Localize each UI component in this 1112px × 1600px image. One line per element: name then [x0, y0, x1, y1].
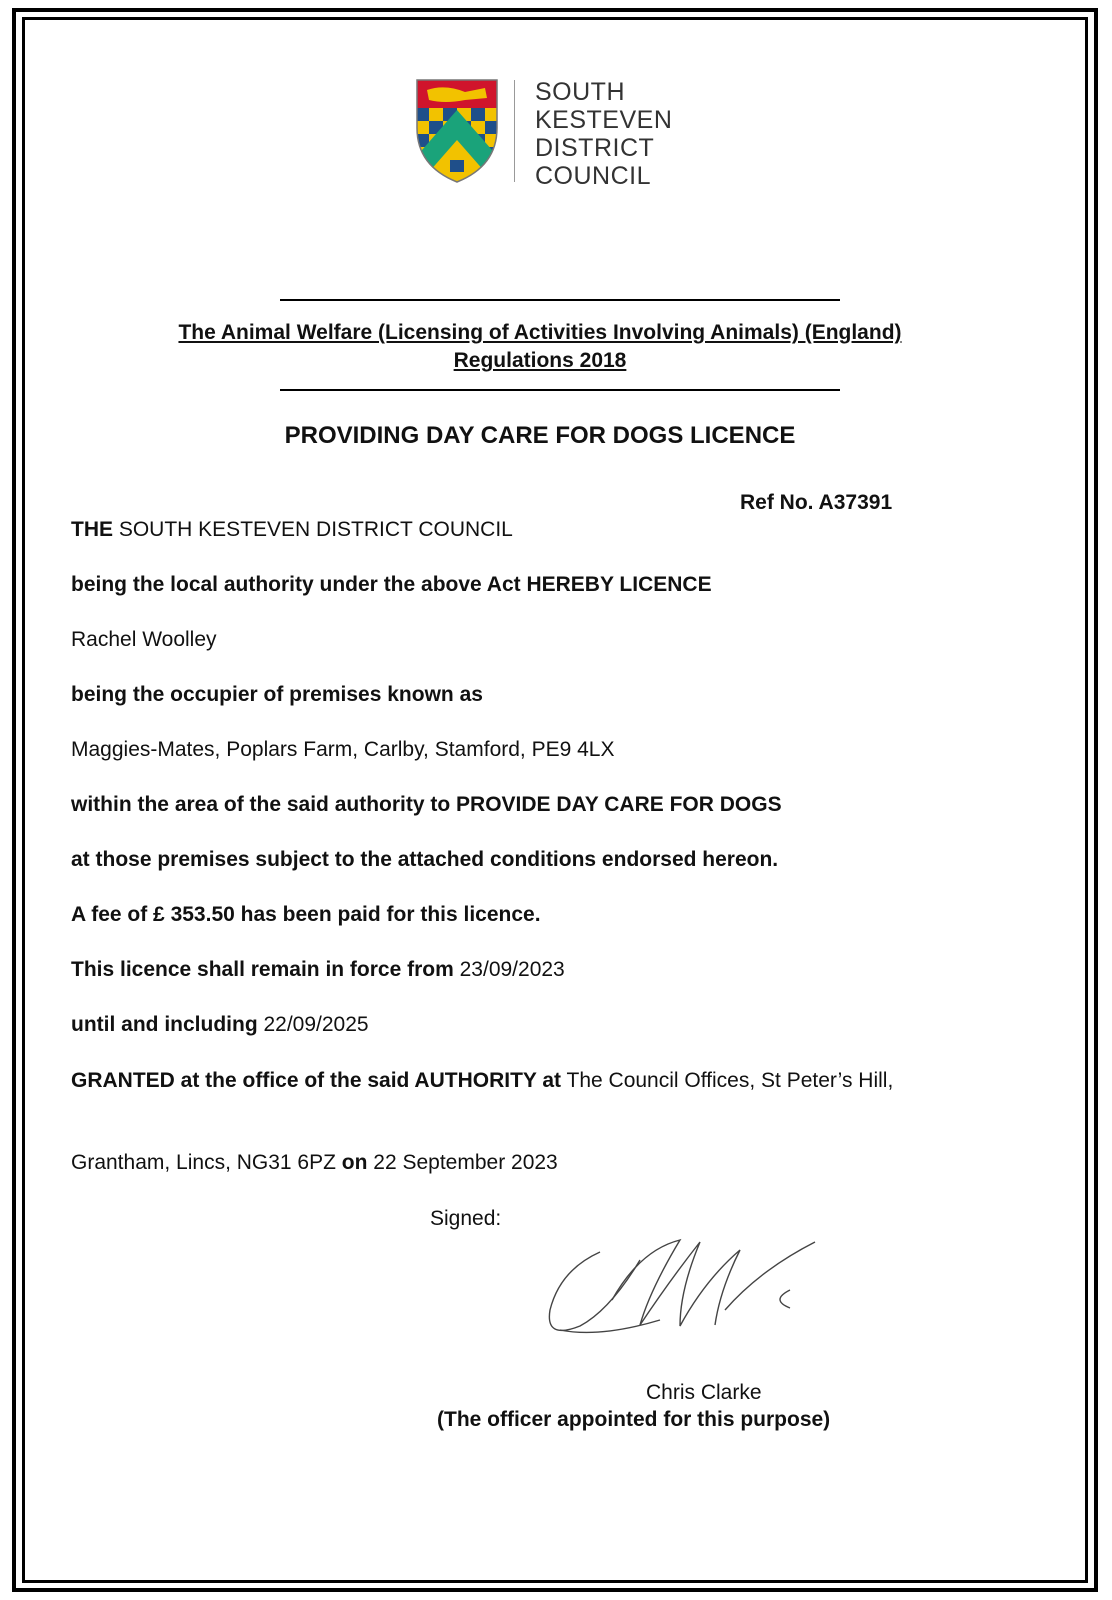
signature-image	[540, 1230, 830, 1350]
logo-divider	[514, 80, 515, 182]
valid-from-date: 23/09/2023	[453, 958, 565, 981]
the-label: THE	[71, 518, 113, 541]
divider-top	[280, 299, 840, 301]
signed-label: Signed:	[430, 1207, 502, 1230]
authority-line	[71, 517, 991, 543]
authority-name: SOUTH KESTEVEN DISTRICT COUNCIL	[113, 518, 513, 541]
valid-until-line	[71, 1012, 991, 1038]
regulation-year: Regulations 2018	[453, 349, 627, 372]
valid-until-label: until and including	[71, 1013, 258, 1036]
activity-line: within the area of the said authority to PROVIDE DAY CARE FOR DOGS	[71, 793, 782, 816]
granted-address: The Council Offices, St Peter’s Hill,	[561, 1069, 894, 1092]
premises-address: Maggies-Mates, Poplars Farm, Carlby, Stamford, PE9 4LX	[71, 738, 615, 761]
council-logo	[415, 78, 675, 188]
granted-address-line-2	[71, 1150, 991, 1176]
officer-name: Chris Clarke	[646, 1381, 762, 1404]
fee-line: A fee of £ 353.50 has been paid for this licence.	[71, 903, 541, 926]
officer-role: (The officer appointed for this purpose)	[437, 1408, 831, 1431]
valid-from-label: This licence shall remain in force from	[71, 958, 454, 981]
granted-address-2: Grantham, Lincs, NG31 6PZ	[71, 1151, 342, 1174]
licence-title: PROVIDING DAY CARE FOR DOGS LICENCE	[284, 422, 796, 449]
licensee-name: Rachel Woolley	[71, 628, 217, 651]
logo-line: KESTEVEN	[535, 106, 673, 134]
logo-line: SOUTH	[535, 78, 625, 106]
granted-line	[71, 1068, 971, 1094]
conditions-line: at those premises subject to the attached conditions endorsed hereon.	[71, 848, 779, 871]
coat-of-arms-icon	[415, 78, 499, 184]
logo-line: DISTRICT	[535, 134, 655, 162]
on-label: on	[341, 1151, 368, 1174]
occupier-line: being the occupier of premises known as	[71, 683, 483, 706]
valid-from-line	[71, 957, 991, 983]
logo-line: COUNCIL	[535, 162, 652, 190]
granted-date: 22 September 2023	[367, 1151, 558, 1174]
regulation-title: The Animal Welfare (Licensing of Activities Involving Animals) (England)	[178, 321, 902, 344]
hereby-licence-line: being the local authority under the above Act HEREBY LICENCE	[71, 573, 712, 596]
granted-label: GRANTED at the office of the said AUTHORITY at	[71, 1069, 562, 1092]
divider-bottom	[280, 389, 840, 391]
reference-number: Ref No. A37391	[740, 491, 893, 514]
valid-until-date: 22/09/2025	[257, 1013, 369, 1036]
logo-wordmark	[535, 78, 672, 190]
